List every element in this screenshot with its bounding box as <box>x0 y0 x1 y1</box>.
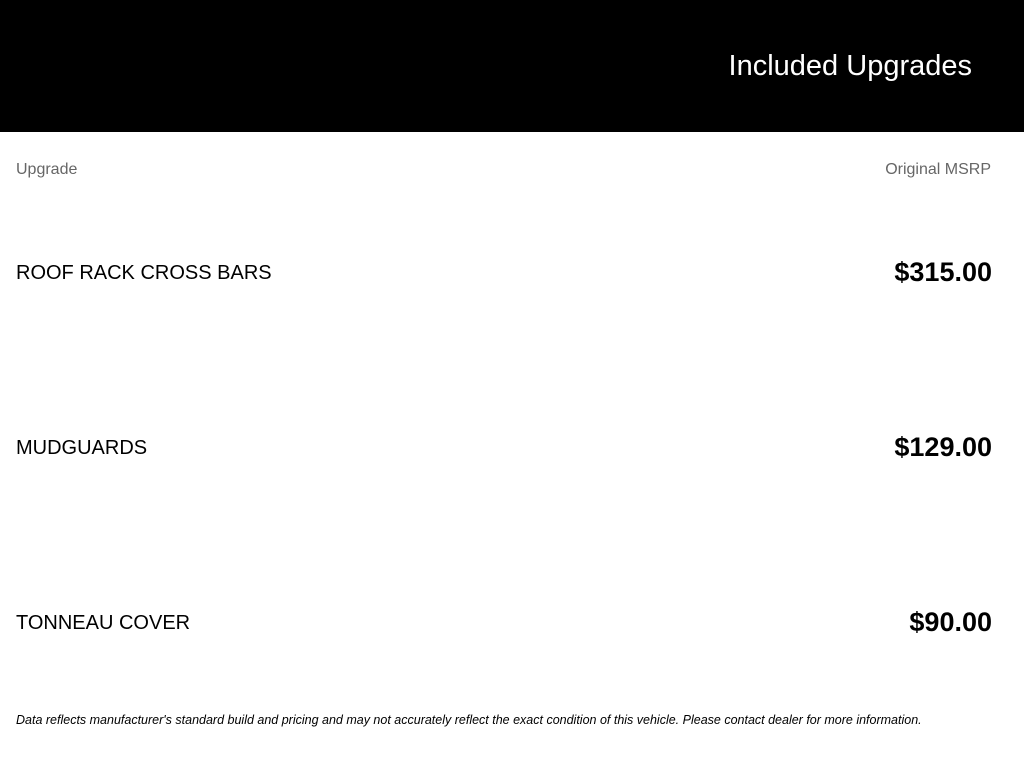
upgrade-name: TONNEAU COVER <box>16 612 191 634</box>
upgrade-name: ROOF RACK CROSS BARS <box>16 262 272 284</box>
upgrade-price: $90.00 <box>909 607 992 637</box>
upgrade-name: MUDGUARDS <box>16 437 148 459</box>
disclaimer-text: Data reflects manufacturer's standard build and pricing and may not accurately reflect the exact condition of this vehicle. Please contact dealer for more information. <box>16 713 922 727</box>
page-title: Included Upgrades <box>728 50 972 82</box>
column-header-upgrade: Upgrade <box>16 161 78 178</box>
table-row <box>0 602 1024 642</box>
table-row <box>0 427 1024 467</box>
column-header-msrp: Original MSRP <box>885 161 991 178</box>
upgrade-price: $129.00 <box>894 432 992 462</box>
table-row <box>0 252 1024 292</box>
header-bar <box>0 0 1024 132</box>
upgrade-price: $315.00 <box>894 257 992 287</box>
